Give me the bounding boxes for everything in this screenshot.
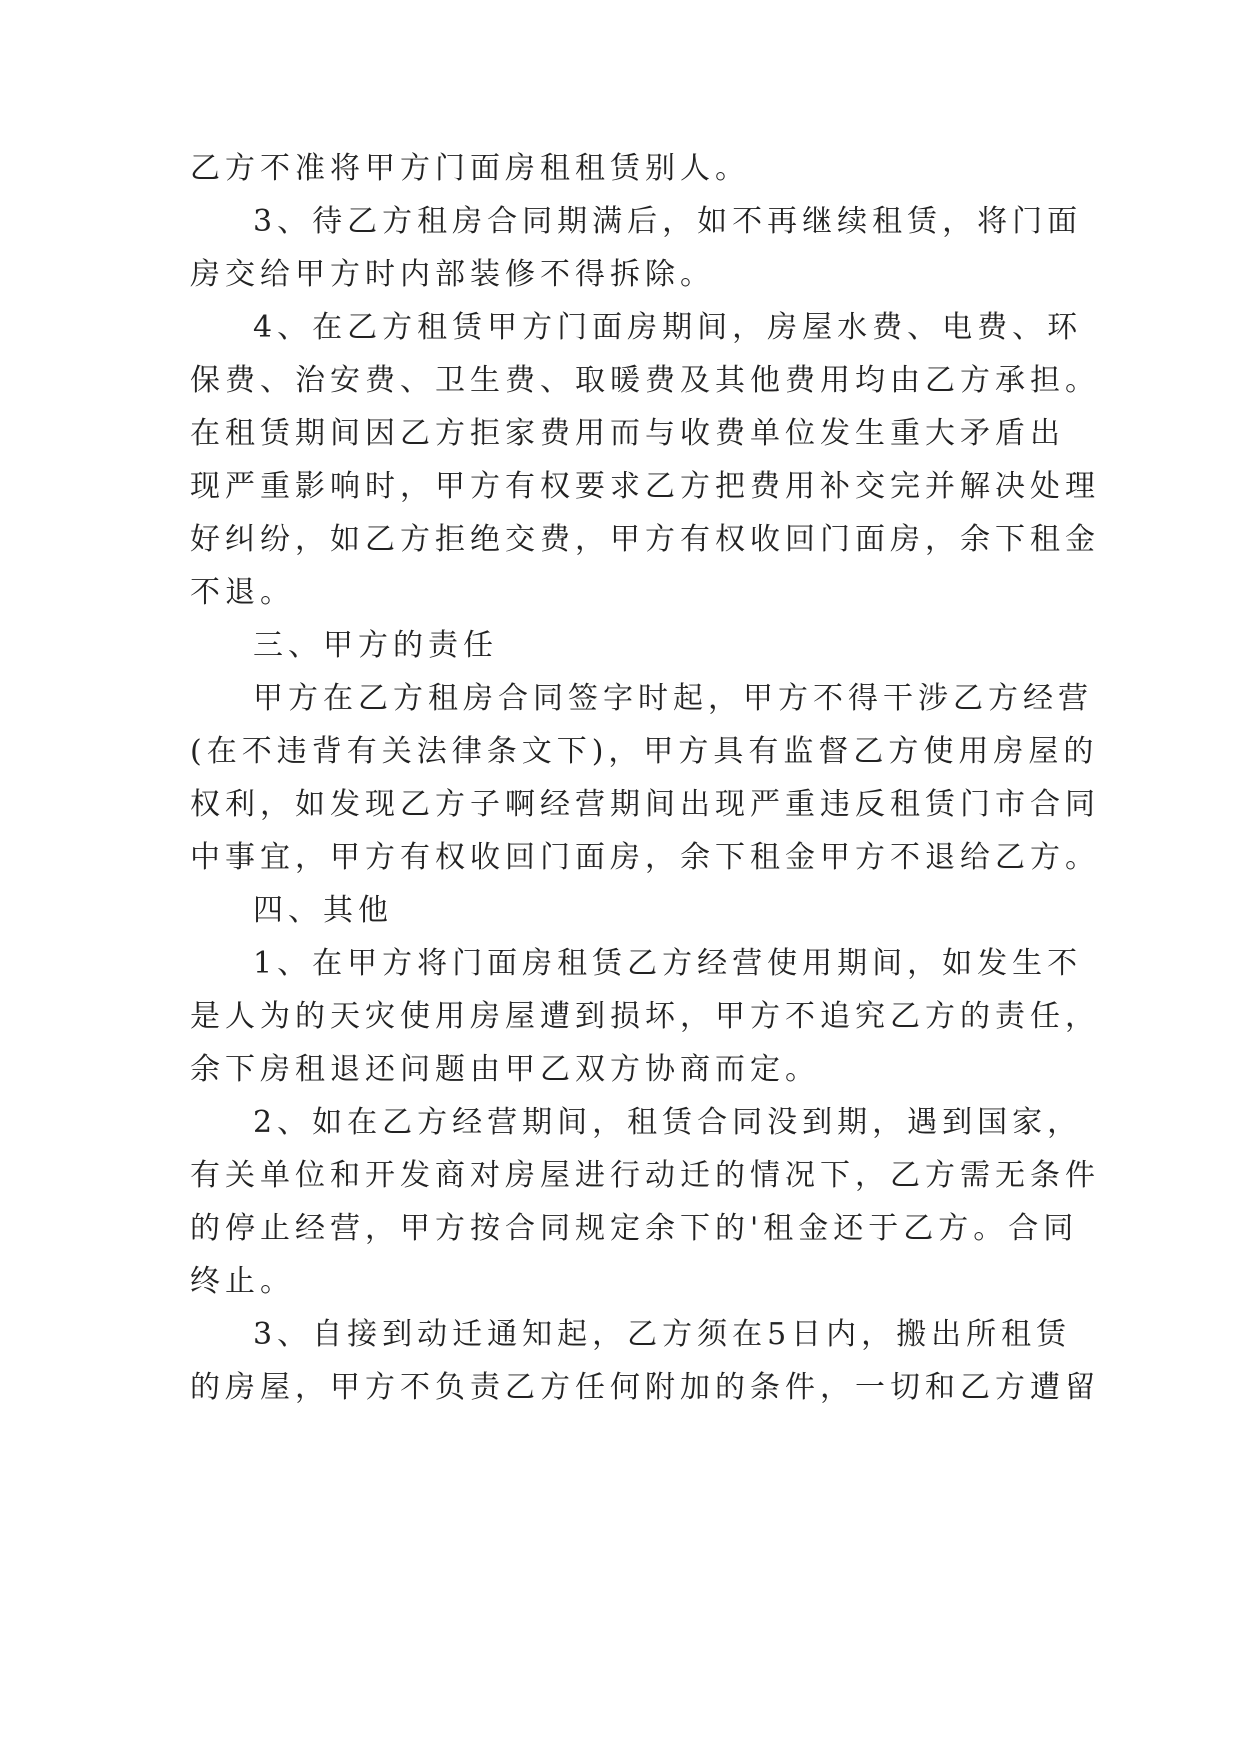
clause-4-line: 4、在乙方租赁甲方门面房期间，房屋水费、电费、环 [253, 310, 1083, 345]
text-line: 终止。 [190, 1264, 295, 1299]
section-heading-other: 四、其他 [253, 893, 393, 928]
clause-3-line: 3、自接到动迁通知起，乙方须在5日内，搬出所租赁 [253, 1317, 1072, 1352]
text-line: 权利，如发现乙方子啊经营期间出现严重违反租赁门市合同 [190, 787, 1100, 822]
section-heading-party-a-duties: 三、甲方的责任 [253, 628, 498, 663]
clause-1-line: 1、在甲方将门面房租赁乙方经营使用期间，如发生不 [253, 946, 1083, 981]
paragraph-first-line: 甲方在乙方租房合同签字时起，甲方不得干涉乙方经营 [253, 681, 1093, 716]
text-line: (在不违背有关法律条文下)，甲方具有监督乙方使用房屋的 [190, 734, 1099, 769]
text-line: 的房屋，甲方不负责乙方任何附加的条件，一切和乙方遭留 [190, 1370, 1100, 1405]
text-line: 不退。 [190, 575, 295, 610]
text-line: 保费、治安费、卫生费、取暖费及其他费用均由乙方承担。 [190, 363, 1100, 398]
text-line: 乙方不准将甲方门面房租租赁别人。 [190, 151, 750, 186]
text-line: 好纠纷，如乙方拒绝交费，甲方有权收回门面房，余下租金 [190, 522, 1100, 557]
text-line: 的停止经营，甲方按合同规定余下的'租金还于乙方。合同 [190, 1211, 1079, 1246]
text-line: 有关单位和开发商对房屋进行动迁的情况下，乙方需无条件 [190, 1158, 1100, 1193]
text-line: 是人为的天灾使用房屋遭到损坏，甲方不追究乙方的责任， [190, 999, 1100, 1034]
text-line: 现严重影响时，甲方有权要求乙方把费用补交完并解决处理 [190, 469, 1100, 504]
text-line: 在租赁期间因乙方拒家费用而与收费单位发生重大矛盾出 [190, 416, 1065, 451]
text-line: 房交给甲方时内部装修不得拆除。 [190, 257, 715, 292]
clause-3-line: 3、待乙方租房合同期满后，如不再继续租赁，将门面 [253, 204, 1083, 239]
clause-2-line: 2、如在乙方经营期间，租赁合同没到期，遇到国家， [253, 1105, 1083, 1140]
text-line: 余下房租退还问题由甲乙双方协商而定。 [190, 1052, 820, 1087]
text-line: 中事宜，甲方有权收回门面房，余下租金甲方不退给乙方。 [190, 840, 1100, 875]
